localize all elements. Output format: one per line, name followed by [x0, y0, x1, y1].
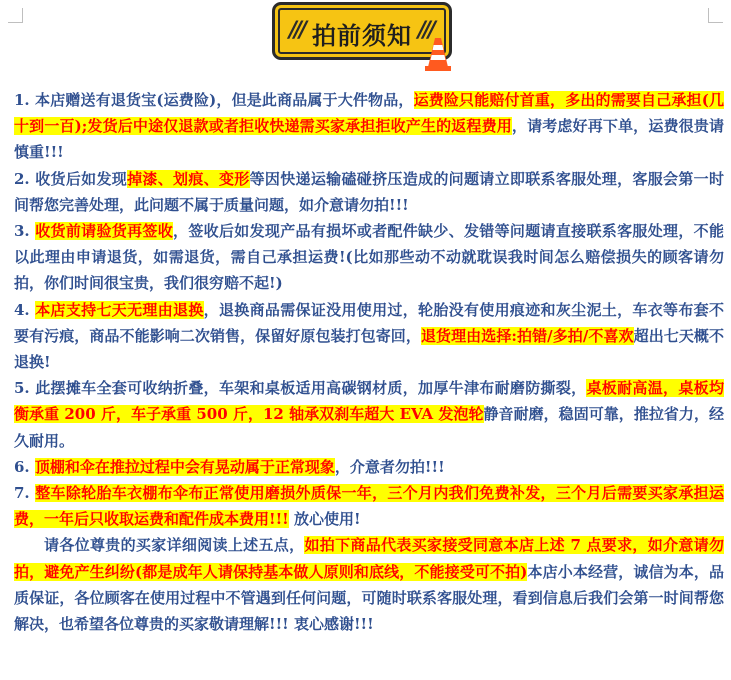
closing-text: 请各位尊贵的买家详细阅读上述五点， [44, 536, 305, 555]
note-4 [14, 297, 724, 376]
note-highlight: 运费险只能赔付首重，多出的需要自己承担(几十到一百);发货后中途仅退款或者拒收快递需买家承担拒收产生的返程费用 [14, 91, 724, 136]
note-1 [14, 87, 724, 166]
note-text: ，介意者勿拍!!! [334, 457, 445, 476]
banner-slashes-right: /// [417, 18, 433, 43]
note-highlight: 退货理由选择:拍错/多拍/不喜欢 [420, 326, 634, 345]
note-text: 3. [14, 222, 36, 241]
note-7 [14, 480, 724, 532]
note-3 [14, 218, 724, 297]
note-highlight: 桌板耐高温，桌板均衡承重 200 斤，车子承重 500 斤，12 轴承双刹车超大 EVA 发泡轮 [14, 379, 724, 424]
banner-slashes-left: /// [289, 18, 305, 43]
note-text: 等因快递运输磕碰挤压造成的问题请立即联系客服处理，客服会第一时间帮您完善处理，此问题不属于质量问题，如介意请勿拍!!! [14, 169, 724, 214]
page-corner-mark [708, 8, 723, 23]
note-text: ，签收后如发现产品有损坏或者配件缺少、发错等问题请直接联系客服处理，不能以此理由申请退货，如需退货，需自己承担运费!(比如那些动不动就耽误我时间怎么赔偿损失的顾客请勿拍，你们时间很宝贵，我们很穷赔不起!) [14, 222, 724, 293]
page-corner-mark [8, 8, 23, 23]
note-text: 静音耐磨，稳固可靠，推拉省力，经久耐用。 [14, 405, 724, 450]
note-text: ，退换商品需保证没用使用过，轮胎没有使用痕迹和灰尘泥土，车衣等布套不要有污痕，商品不能影响二次销售，保留好原包装打包寄回， [14, 300, 724, 345]
note-highlight: 顶棚和伞在推拉过程中会有晃动属于正常现象 [34, 457, 335, 476]
note-text: 4. [14, 300, 36, 319]
note-2 [14, 166, 724, 218]
note-highlight: 掉漆、划痕、变形 [127, 169, 250, 188]
note-text: 超出七天概不退换! [14, 326, 724, 372]
note-5 [14, 375, 724, 454]
note-6 [14, 454, 724, 480]
note-highlight: 收货前请验货再签收 [35, 222, 174, 241]
note-text: ，请考虑好再下单，运费很贵请慎重!!! [14, 117, 724, 162]
note-text: 1. 本店赠送有退货宝(运费险)，但是此商品属于大件物品， [14, 91, 414, 109]
notice-body [14, 87, 724, 637]
note-highlight: 本店支持七天无理由退换 [35, 300, 204, 319]
banner-title: 拍前须知 [312, 22, 412, 50]
closing-paragraph [14, 532, 724, 637]
note-text: 5. 此摆摊车全套可收纳折叠，车架和桌板适用高碳钢材质，加厚牛津布耐磨防撕裂， [14, 379, 587, 398]
closing-text: 本店小本经营，诚信为本，品质保证，各位顾客在使用过程中不管遇到任何问题，可随时联系客服处理，看到信息后我们会第一时间帮您解决，也希望各位尊贵的买家敬请理解!!! 衷心感谢!!! [14, 562, 724, 634]
note-text: 6. [14, 457, 35, 476]
note-text: 7. [14, 484, 36, 503]
note-text: 放心使用! [288, 510, 361, 529]
note-highlight: 整车除轮胎车衣棚布伞布正常使用磨损外质保一年，三个月内我们免费补发，三个月后需要买家承担运费，一年后只收取运费和配件成本费用!!! [14, 484, 724, 529]
traffic-cone-icon [425, 36, 451, 72]
note-text: 2. 收货后如发现 [14, 169, 128, 188]
closing-highlight: 如拍下商品代表买家接受同意本店上述 7 点要求，如介意请勿拍，避免产生纠纷(都是成年人请保持基本做人原则和底线，不能接受可不拍) [14, 536, 724, 581]
